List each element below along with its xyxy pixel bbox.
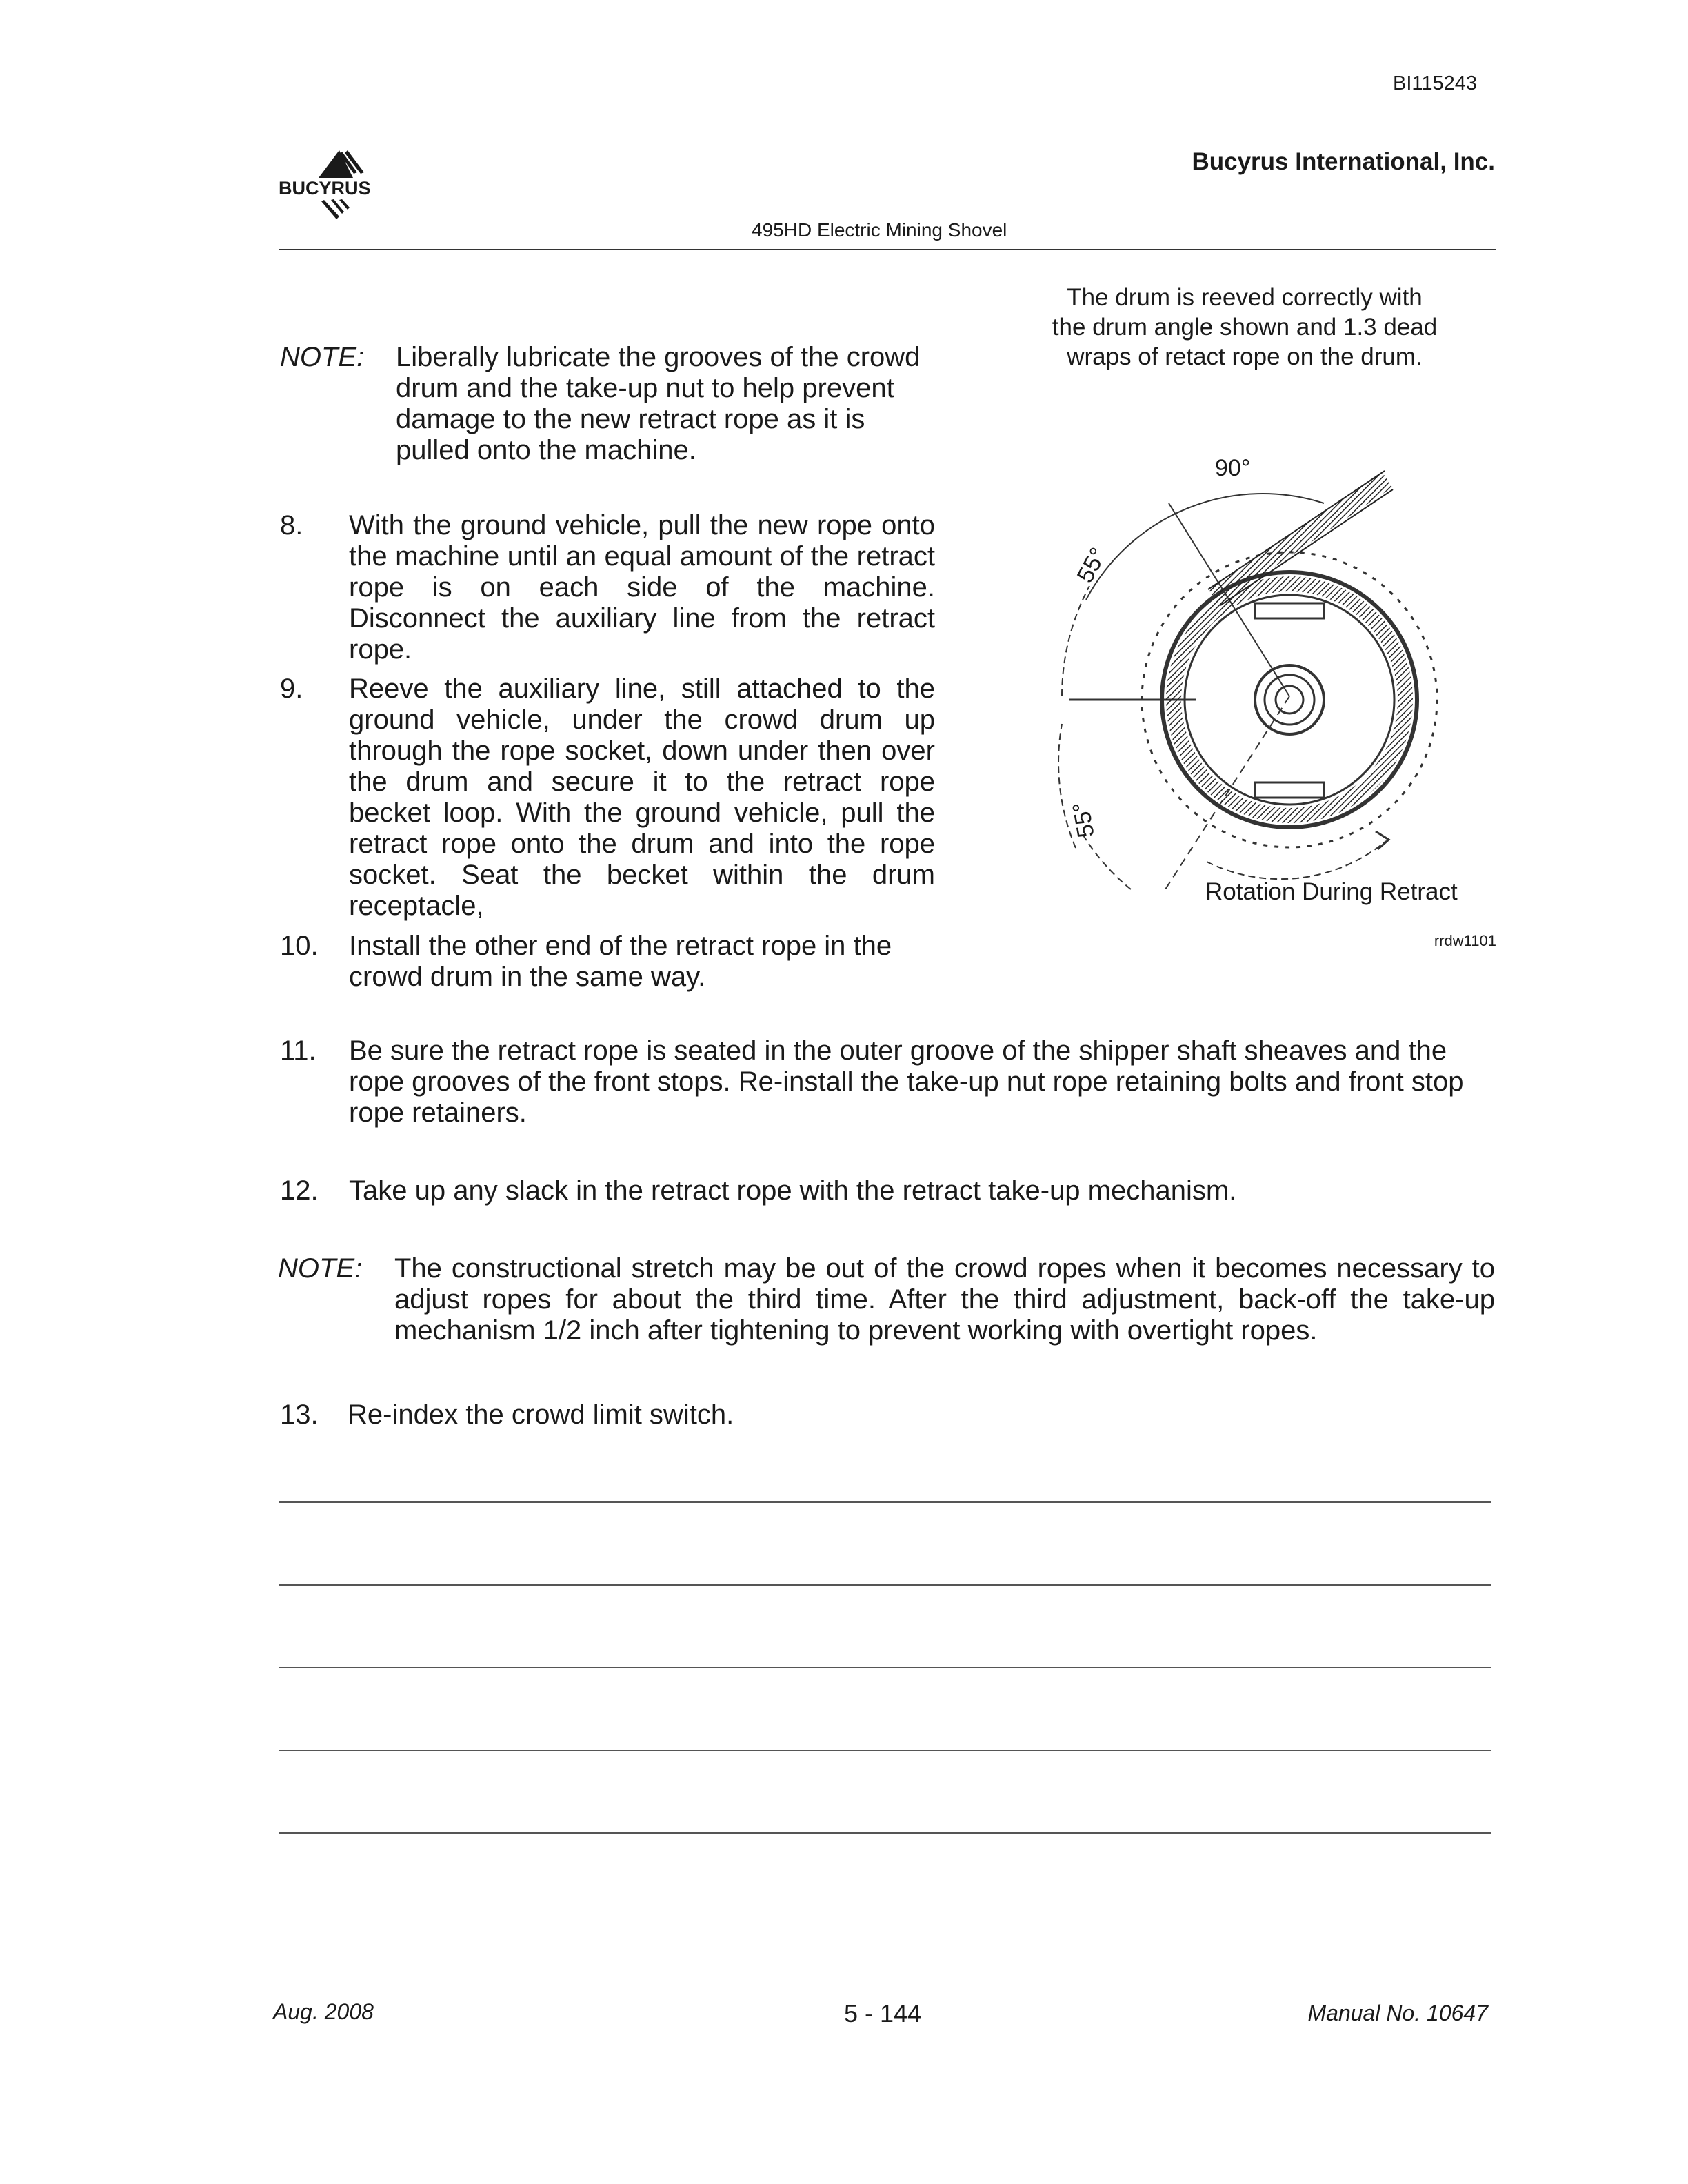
document-subtitle: 495HD Electric Mining Shovel [752,219,1007,241]
header-divider [279,249,1496,250]
company-name: Bucyrus International, Inc. [1192,148,1495,175]
blank-note-line [279,1832,1491,1834]
page-number: 5 - 144 [844,1999,922,2028]
footer-date: Aug. 2008 [273,1999,374,2024]
bucyrus-logo [276,145,400,221]
manual-number: Manual No. 10647 [1307,2001,1488,2025]
angle-label-55-lower: 55° [1067,800,1100,840]
step-number: 9. [280,674,303,704]
blank-note-line [279,1584,1491,1586]
figure-code: rrdw1101 [1434,932,1496,949]
step-text: Re-index the crowd limit switch. [348,1399,734,1430]
step-text: Reeve the auxiliary line, still attached to the ground vehicle, under the crowd drum up through the rope socket, down under then over the drum and secure it to the retract rope becket loop. With the ground vehicle, pull the retract rope onto the drum and into the rope socket. Seat the becket within the drum receptacle, [349,674,935,921]
crowd-drum-reeving-diagram [1048,448,1517,917]
step-text: Be sure the retract rope is seated in the outer groove of the shipper shaft sheaves and the rope grooves of the front stops. Re-install the take-up nut rope retaining bolts and front stop rope retainers. [349,1035,1464,1128]
document-id: BI115243 [1393,72,1478,94]
step-number: 13. [280,1399,319,1430]
logo-text: BUCYRUS [279,178,371,199]
figure-caption: The drum is reeved correctly with the drum angle shown and 1.3 dead wraps of retact rope on the drum. [1052,284,1438,370]
step-number: 12. [280,1175,319,1206]
blank-note-line [279,1667,1491,1668]
step-text: Take up any slack in the retract rope with the retract take-up mechanism. [349,1175,1237,1206]
angle-label-55-upper: 55° [1072,543,1112,587]
step-number: 11. [280,1035,316,1066]
step-number: 10. [280,931,319,961]
step-text: With the ground vehicle, pull the new rope onto the machine until an equal amount of the retract rope is on each side of the machine. Disconnect the auxiliary line from the retract rope. [349,510,935,665]
rotation-label: Rotation During Retract [1205,878,1458,905]
blank-note-line [279,1502,1491,1503]
note-text: The constructional stretch may be out of the crowd ropes when it becomes necessary to adjust ropes for about the third time. After the third adjustment, back-off the take-up mechanism 1/2 inch after tightening to prevent working with overtight ropes. [394,1253,1495,1346]
angle-label-90: 90° [1215,455,1251,481]
step-text: Install the other end of the retract rope in the crowd drum in the same way. [349,931,892,992]
blank-note-line [279,1750,1491,1751]
note-label: NOTE: [278,1253,363,1284]
note-text: Liberally lubricate the grooves of the crowd drum and the take-up nut to help prevent damage to the new retract rope as it is pulled onto the machine. [396,342,921,465]
note-label: NOTE: [280,342,365,372]
step-number: 8. [280,510,303,540]
